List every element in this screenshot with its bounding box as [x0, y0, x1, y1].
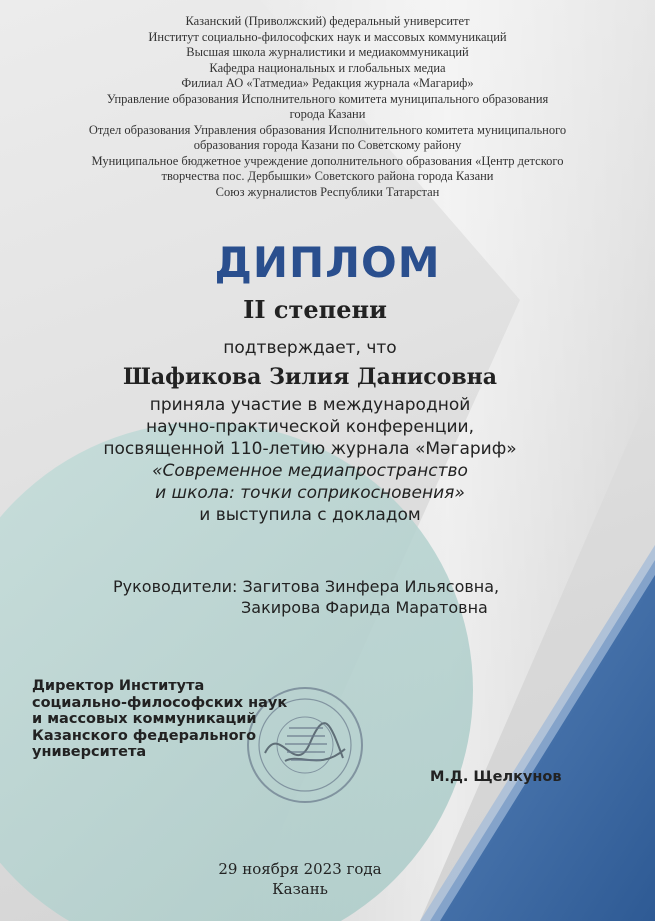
body-line: приняла участие в международной [149, 395, 471, 415]
header-line: творчества пос. Дербышки» Советского района города Казани [161, 169, 494, 183]
body-line: научно-практической конференции, [145, 417, 474, 437]
header-line: Казанский (Приволжский) федеральный университет [185, 14, 470, 28]
director-line: университета [32, 744, 147, 760]
header-line: Муниципальное бюджетное учреждение дополнительного образования «Центр детского [91, 153, 564, 168]
header-line: города Казани [289, 107, 366, 121]
director-line: Казанского федерального [32, 727, 257, 744]
organizers-header [40, 14, 615, 200]
signer-name: М.Д. Щелкунов [430, 769, 562, 785]
diploma-body [60, 337, 560, 526]
header-line: образования города Казани по Советскому району [193, 138, 462, 152]
header-line: Филиал АО «Татмедиа» Редакция журнала «Магариф» [181, 76, 474, 90]
conference-title-line: «Современное медиапространство [152, 461, 468, 481]
header-line: Высшая школа журналистики и медиакоммуникаций [186, 45, 469, 59]
header-line: Управление образования Исполнительного комитета муниципального образования [106, 91, 549, 106]
supervisors-block [113, 576, 533, 618]
header-line: Отдел образования Управления образования Исполнительного комитета муниципального [88, 122, 567, 137]
supervisor-first: Загитова Зинфера Ильясовна, [242, 577, 500, 596]
header-line: Институт социально-философских наук и массовых коммуникаций [148, 29, 507, 44]
closing-text: и выступила с докладом [199, 505, 421, 525]
header-line: Кафедра национальных и глобальных медиа [209, 60, 446, 75]
director-line: Директор Института [32, 678, 205, 694]
conference-title-line: и школа: точки соприкосновения» [155, 483, 465, 503]
director-line: и массовых коммуникаций [32, 711, 257, 727]
issue-date: 29 ноября 2023 года [218, 860, 382, 878]
supervisor-second: Закирова Фарида Маратовна [241, 598, 488, 617]
diploma-title: ДИПЛОМ [214, 238, 441, 287]
confirms-text: подтверждает, что [223, 338, 397, 358]
issue-date-block [200, 859, 400, 899]
header-line: Союз журналистов Республики Татарстан [215, 184, 440, 199]
body-line: посвященной 110-летию журнала «Мәгариф» [103, 439, 517, 459]
director-title [32, 678, 292, 761]
supervisors-label: Руководители: [113, 577, 238, 596]
director-line: социально-философских наук [32, 694, 288, 711]
issue-city: Казань [272, 880, 328, 898]
diploma-degree: II степени [243, 295, 387, 324]
recipient-name: Шафикова Зилия Данисовна [123, 364, 497, 390]
